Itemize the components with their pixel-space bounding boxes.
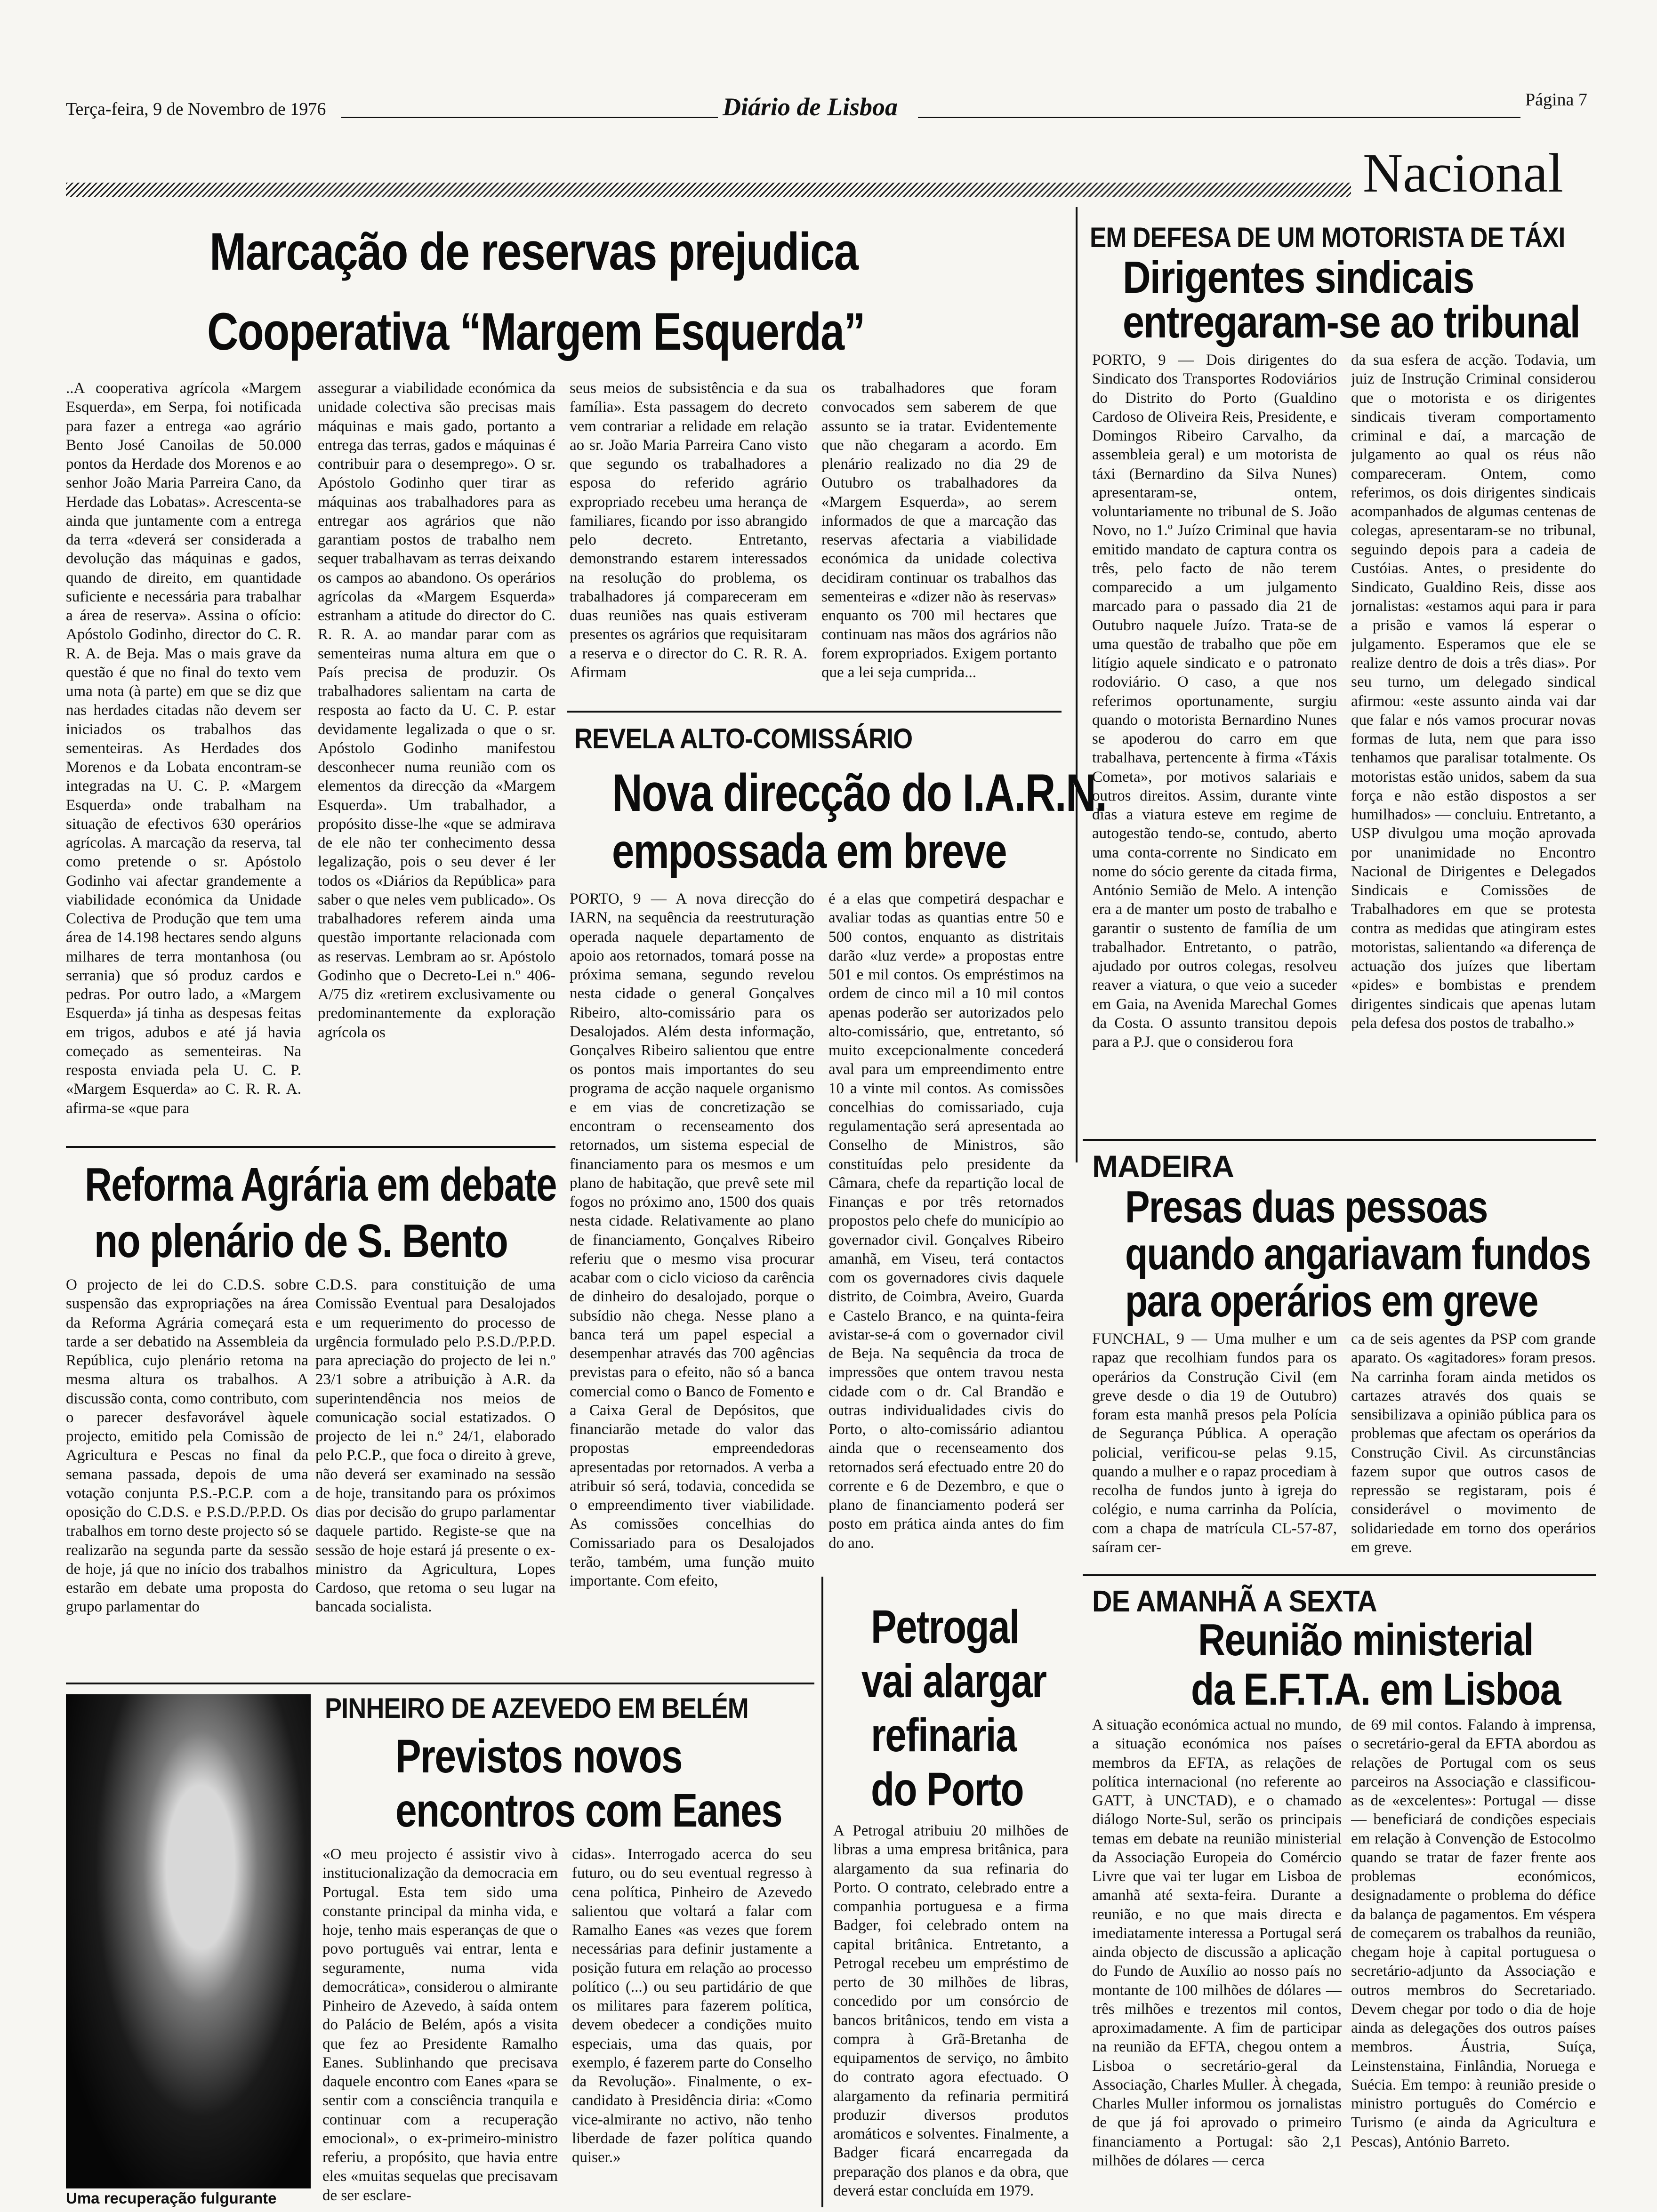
article-reforma-headline-2: no plenário de S. Bento — [94, 1215, 508, 1267]
article-reforma-col-2: C.D.S. para constituição de uma Comissão Eventual para Desalojados e um requerimento do processo de urgência formulado pelo P.S.D./P.P.D. para apreciação do projecto de lei n.º 23/1 sobre a atribuição à A.R. da superintendência nos meios de comunicação social estatizados. O projecto de lei n.º 24/1, elaborado pelo P.C.P., que foca o direito à greve, não deverá ser examinado na sessão de hoje, transitando para os próximos dias por decisão do grupo parlamentar daquele partido. Registe-se que na sessão de hoje estará já presente o ex-ministro da Agricultura, Lopes Cardoso, que retoma o seu lugar na bancada socialista. — [315, 1276, 555, 1616]
article-iarn-headline-2: empossada em breve — [612, 824, 1006, 879]
section-hatch-band — [66, 183, 1351, 197]
article-margem-col-1: ..A cooperativa agrícola «Margem Esquerda», em Serpa, foi notificada para fazer a entrega «ao agrário Bento José Canoilas de 50.000 pontos da Herdade dos Morenos e ao senhor João Maria Parreira Cano, da Herdade das Lobatas». Acrescenta-se ainda que juntamente com a entrega da terra «deverá ser considerada a devolução das máquinas e gados, quando de direito, em quantidade suficiente e necessária para trabalhar a área de reserva». Assina o ofício: Apóstolo Godinho, director do C. R. R. A. de Beja. Mas o mais grave da questão é que no final do texto vem uma nota (à parte) em que se diz que nas herdades citadas não devem ser iniciados os trabalhos das sementeiras. As Herdades dos Morenos e da Lobata encontram-se integradas na U. C. P. «Margem Esquerda» onde trabalham na situação de efectivos 630 operários agrícolas. A marcação da reserva, tal como pretende o sr. Apóstolo Godinho vai afectar grandemente a viabilidade económica da Unidade Colectiva de Produção que tem uma área de 14.198 hectares sendo alguns milhares de terra montanhosa (ou serrania) que só produz cardos e pedras. Por outro lado, a «Margem Esquerda» já tinha as despesas feitas em trigos, adubos e até já havia começado as sementeiras. Na resposta enviada pela U. C. P. «Margem Esquerda» ao C. R. R. A. afirma-se «que para — [66, 380, 301, 1117]
article-iarn-col-2: é a elas que competirá despachar e avaliar todas as quantias entre 50 e 500 contos, enquanto as distritais darão «luz verde» a propostas entre 501 e mil contos. Os empréstimos na ordem de cinco mil a 10 mil contos apenas poderão ser autorizados pelo alto-comissário, que, entretanto, só muito excepcionalmente concederá aval para um empreendimento entre 10 a vinte mil contos. As comissões concelhias do comissariado, cuja regulamentação será apresentada ao Conselho de Ministros, são constituídas pelo presidente da Câmara, chefe da repartição local de Finanças e por três retornados propostos pelo chefe do município ao governador civil. Gonçalves Ribeiro amanhã, em Viseu, terá contactos com os governadores civis daquele distrito, de Coimbra, Aveiro, Guarda e Castelo Branco, e na quinta-feira avistar-se-á com o governador civil de Beja. Na sequência da troca de impressões que ontem travou nesta cidade com o dr. Cal Brandão e outras individualidades civis do Porto, o alto-comissário adiantou ainda que o recenseamento dos retornados será efectuado entre 20 do corrente e 6 de Dezembro, e que o plano de financiamento poderá ser posto em prática ainda antes do fim do ano. — [828, 890, 1064, 1552]
article-efta-col-2: de 69 mil contos. Falando à imprensa, o secretário-geral da EFTA abordou as relações de Portugal com os seus parceiros na Associação e classificou-as de «excelentes»: Portugal — disse — beneficiará de condições especiais em relação à Convenção de Estocolmo quando se tratar de fazer frente aos problemas económicos, designadamente o problema do défice da balança de pagamentos. Em véspera de começarem os trabalhos da reunião, chegam hoje à capital portuguesa o secretário-adjunto da Associação e outros membros do Secretariado. Devem chegar por todo o dia de hoje ainda as delegações dos outros países membros. Áustria, Suíça, Leinstenstaina, Finlândia, Noruega e Suécia. Em tempo: à reunião preside o ministro português do Comércio e Turismo (e ainda da Agricultura e Pescas), António Barreto. — [1351, 1716, 1596, 2150]
article-taxi-headline-2: entregaram-se ao tribunal — [1123, 297, 1580, 347]
article-taxi-col-2: da sua esfera de acção. Todavia, um juiz de Instrução Criminal considerou que o motorista e os dirigentes sindicais tiveram comportamento criminal e daí, a marcação de julgamento ao qual os réus não compareceram. Ontem, como referimos, os dois dirigentes sindicais acompanhados de algumas centenas de colegas, apresentaram-se no tribunal, seguindo depois para a cadeia de Custóias. Antes, o presidente do Sindicato, Gualdino Reis, disse aos jornalistas: «estamos aqui para ir para a prisão e vamos lá esperar o julgamento. Esperamos que ele se realize dentro de dois a três dias». Por seu turno, um delegado sindical afirmou: «este assunto ainda vai dar que falar e nós vamos procurar novas formas de luta, nem que para isso tenhamos que paralisar totalmente. Os motoristas estão unidos, sabem da sua força e não estão dispostos a ser humilhados» — concluiu. Entretanto, a USP divulgou uma moção aprovada por unanimidade no Encontro Nacional de Dirigentes e Delegados Sindicais e Comissões de Trabalhadores em que se protesta contra as medidas que atingiram estes motoristas, salientando «a diferença de actuação dos juízes que libertam «pides» e bombistas e prendem dirigentes sindicais que apenas lutam pela defesa dos postos de trabalho.» — [1351, 352, 1596, 1032]
article-margem-col-4: os trabalhadores que foram convocados sem saberem de que assunto se ia tratar. Evidentemente que não chegaram a acordo. Em plenário realizado no dia 29 de Outubro os trabalhadores da «Margem Esquerda», ao serem informados de que a marcação das reservas afectaria a viabilidade económica da unidade colectiva decidiram continuar os trabalhos das sementeiras e «dizer não às reservas» enquanto os 700 mil hectares que continuam nas mãos dos agrários não forem expropriados. Exigem portanto que a lei seja cumprida... — [821, 380, 1057, 681]
article-madeira-kicker: MADEIRA — [1092, 1149, 1234, 1184]
article-efta-col-1: A situação económica actual no mundo, a situação económica nos países membros da EFTA, as relações de política internacional (no referente ao GATT, à UNCTAD), e o chamado diálogo Norte-Sul, serão os principais temas em debate na reunião ministerial da Associação Europeia do Comércio Livre que vai ter lugar em Lisboa de amanhã até sexta-feira. Durante a reunião, e no que mais directa e imediatamente interessa a Portugal será ainda objecto de discussão a aplicação do Fundo de Auxílio ao nosso país no montante de 100 milhões de dólares — três milhões e trezentos mil contos, aproximadamente. A fim de participar na reunião da EFTA, chegou ontem a Lisboa o secretário-geral da Associação, Charles Muller. À chegada, Charles Muller informou os jornalistas de que já foi aprovado o primeiro financiamento a Portugal: são 2,1 milhões de dólares — cerca — [1092, 1716, 1342, 2169]
divider-madeira-top — [1083, 1139, 1596, 1141]
divider-iarn-top — [567, 711, 1062, 713]
header-rule-left — [341, 117, 718, 118]
article-madeira-col-1: FUNCHAL, 9 — Uma mulher e um rapaz que recolhiam fundos para os operários da Construção Civil (em greve desde o dia 19 de Outubro) foram esta manhã presos pela Polícia de Segurança Pública. A operação policial, verificou-se pelas 9.15, quando a mulher e o rapaz procediam à recolha de fundos junto à igreja do colégio, e numa carrinha da Polícia, com a chapa de matrícula CL-57-87, saíram cer- — [1092, 1330, 1337, 1556]
article-iarn-kicker: REVELA ALTO-COMISSÁRIO — [574, 723, 913, 754]
article-iarn-col-1: PORTO, 9 — A nova direcção do IARN, na sequência da reestruturação operada naquele departamento de apoio aos retornados, tomará posse na próxima semana, segundo revelou nesta cidade o general Gonçalves Ribeiro, alto-comissário para os Desalojados. Além desta informação, Gonçalves Ribeiro salientou que entre os pontos mais importantes do seu programa de acção naquele organismo e em vias de concretização se encontram o recenseamento dos retornados, um sistema especial de financiamento para os mesmos e um plano de habitação, que prevê sete mil fogos no próximo ano, 1500 dos quais nesta cidade. Relativamente ao plano de financiamento, Gonçalves Ribeiro referiu que o mesmo visa procurar acabar com o ciclo vicioso da carência de dinheiro do desalojado, porque o subsídio não chega. Nesse plano a banca terá um papel especial a desempenhar através das 700 agências previstas para o efeito, não só a banca comercial como o Banco de Fomento e a Caixa Geral de Depósitos, que financiarão metade do valor das propostas empreendedoras apresentadas por retornados. A verba a atribuir só será, todavia, concedida se o empreendimento tiver viabilidade. As comissões concelhias do Comissariado para os Desalojados terão, também, uma função muito importante. Com efeito, — [570, 890, 814, 1589]
section-title: Nacional — [1363, 142, 1563, 204]
article-petrogal-headline-2: vai alargar — [861, 1655, 1046, 1707]
masthead: Diário de Lisboa — [723, 93, 898, 121]
article-taxi-col-1: PORTO, 9 — Dois dirigentes do Sindicato dos Transportes Rodoviários do Distrito do Porto (Gualdino Cardoso de Oliveira Reis, Presidente, e Domingos Ribeiro Carvalho, da assembleia geral) e um motorista de táxi (Bernardino da Silva Nunes) apresentaram-se, ontem, voluntariamente no tribunal de S. João Novo, no 1.º Juízo Criminal que havia emitido mandato de captura contra os três, pelo facto de não terem comparecido a um julgamento marcado para o passado dia 21 de Outubro naquele Juízo. Trata-se de uma questão de trabalho que põe em litígio aquele sindicato e o patronato rodoviário. O caso, a que nos referimos oportunamente, surgiu quando o motorista Bernardino Nunes se apoderou do carro em que trabalhava, pertencente à firma «Táxis Cometa», por motivos salariais e outros direitos. Assim, durante vinte dias a viatura esteve em regime de autogestão tendo-se, contudo, aberto uma conta-corrente no Sindicato em nome do sócio gerente da citada firma, António Semião de Melo. A intenção era a de manter um posto de trabalho e garantir o sustento de família de um trabalhador. Entretanto, o patrão, ajudado por outros colegas, resolveu reaver a viatura, o que veio a suceder em Gaia, na Avenida Marechal Gomes da Costa. O assunto transitou depois para a P.J. que o considerou fora — [1092, 352, 1337, 1050]
article-reforma-col-1: O projecto de lei do C.D.S. sobre suspensão das expropriações na área da Reforma Agrária começará esta tarde a ser debatido na Assembleia da República, cujo plenário retoma na mesma altura os trabalhos. A discussão conta, como contributo, com o parecer desfavorável àquele projecto, emitido pela Comissão de Agricultura e Pescas no final da semana passada, depois de uma votação conjunta P.S.-P.C.P. com a oposição do C.D.S. e P.S.D./P.P.D. Os trabalhos em torno deste projecto só se realizarão na segunda parte da sessão de hoje, já que no início dos trabalhos estarão em debate uma proposta do grupo parlamentar do — [66, 1276, 308, 1616]
article-efta-headline-1: Reunião ministerial — [1198, 1615, 1533, 1665]
article-margem-col-3: seus meios de subsistência e da sua família». Esta passagem do decreto vem contrariar a relidade em relação ao sr. João Maria Parreira Cano visto que segundo os trabalhadores a esposa do referido agrário expropriado recebeu uma herança de familiares, ficando por isso abrangido pelo decreto. Entretanto, demonstrando estarem interessados na resolução do problema, os trabalhadores já compareceram em duas reuniões nas quais estiveram presentes os agrários que requisitaram a reserva e o director do C. R. R. A. Afirmam — [570, 380, 807, 681]
article-taxi-headline-1: Dirigentes sindicais — [1123, 252, 1474, 303]
divider-reforma-top — [66, 1146, 555, 1148]
article-eanes-headline-2: encontros com Eanes — [395, 1784, 782, 1837]
article-madeira-col-2: ca de seis agentes da PSP com grande aparato. Os «agitadores» foram presos. Na carrinha foram ainda metidos os cartazes através dos quais se sensibilizava a opinião pública para os problemas que afectam os operários da Construção Civil. As circunstâncias fazem supor que outros casos de repressão se registaram, pois é considerável o movimento de solidariedade em torno dos operários em greve. — [1351, 1330, 1596, 1556]
article-madeira-headline-2: quando angariavam fundos — [1125, 1229, 1591, 1279]
page-number: Página 7 — [1525, 90, 1587, 110]
divider-efta-top — [1083, 1574, 1596, 1576]
article-reforma-headline-1: Reforma Agrária em debate — [85, 1158, 556, 1211]
header-rule-right — [918, 117, 1520, 118]
article-eanes-col-2: cidas». Interrogado acerca do seu futuro, ou do seu eventual regresso à cena política, Pinheiro de Azevedo salientou que voltará a falar com Ramalho Eanes «as vezes que forem necessárias para definir justamente a posição futura em relação ao processo político (...) ou seu partidário de que os militares para fazerem política, devem obedecer a condições muito especiais, uma das quais, por exemplo, é fazerem parte do Conselho da Revolução». Finalmente, o ex-candidato à Presidência diria: «Como vice-almirante no activo, não tenho liberdade de fazer política quando quiser.» — [572, 1846, 812, 2166]
divider-eanes-top — [66, 1683, 814, 1684]
article-petrogal-headline-3: refinaria — [871, 1709, 1016, 1762]
article-efta-kicker: DE AMANHÃ A SEXTA — [1092, 1584, 1377, 1618]
article-iarn-headline-1: Nova direcção do I.A.R.N. — [612, 763, 1107, 822]
article-petrogal-headline-1: Petrogal — [871, 1601, 1019, 1653]
article-margem-col-2: assegurar a viabilidade económica da unidade colectiva são precisas mais máquinas e mais gado, portanto a entrega das terras, gados e máquinas é contribuir para o desemprego». O sr. Apóstolo Godinho quer tirar as máquinas aos trabalhadores para as entregar aos agrários que não garantiam postos de trabalho nem sequer trabalhavam as terras deixando os campos ao abandono. Os operários agrícolas da «Margem Esquerda» estranham a atitude do director do C. R. R. A. ao mandar parar com as sementeiras numa altura em que o País precisa de produzir. Os trabalhadores salientam na carta de resposta ao facto da U. C. P. estar devidamente legalizada o que o sr. Apóstolo Godinho manifestou desconhecer numa reunião com os elementos da direcção da «Margem Esquerda». Um trabalhador, a propósito disse-lhe «que se admirava de ele não ter conhecimento dessa legalização, pois o seu dever é ler todos os «Diários da República» para saber o que neles vem publicado». Os trabalhadores referem ainda uma questão importante relacionada com as reservas. Lembram ao sr. Apóstolo Godinho que o Decreto-Lei n.º 406-A/75 diz «retirem exclusivamente ou predominantemente da exploração agrícola os — [318, 380, 555, 1041]
article-eanes-headline-1: Previstos novos — [395, 1730, 682, 1783]
article-petrogal-headline-4: do Porto — [871, 1763, 1023, 1816]
pinheiro-azevedo-photo — [66, 1694, 311, 2188]
article-madeira-headline-3: para operários em greve — [1125, 1276, 1538, 1326]
issue-date: Terça-feira, 9 de Novembro de 1976 — [66, 99, 326, 119]
petrogal-left-rule — [821, 1577, 823, 2207]
right-column-rule — [1076, 207, 1078, 1162]
article-madeira-headline-1: Presas duas pessoas — [1125, 1182, 1488, 1232]
article-efta-headline-2: da E.F.T.A. em Lisboa — [1191, 1664, 1560, 1715]
article-eanes-col-1: «O meu projecto é assistir vivo à institucionalização da democracia em Portugal. Esta tem sido uma constante principal da minha vida, e hoje, tenho mais esperanças de que o povo português vai entrar, lenta e seguramente, numa vida democrática», considerou o almirante Pinheiro de Azevedo, à saída ontem do Palácio de Belém, após a visita que fez ao Presidente Ramalho Eanes. Sublinhando que precisava daquele encontro com Eanes «para se sentir com a consciência tranquila e continuar com a recuperação emocional», o ex-primeiro-ministro referiu, a propósito, que havia entre eles «muitas sequelas que precisavam de ser esclare- — [322, 1846, 558, 2204]
article-eanes-kicker: PINHEIRO DE AZEVEDO EM BELÉM — [325, 1692, 748, 1724]
article-petrogal-col-1: A Petrogal atribuiu 20 milhões de libras a uma empresa britânica, para alargamento da sua refinaria do Porto. O contrato, celebrado entre a companhia portuguesa e a firma Badger, foi celebrado ontem na capital britânica. Entretanto, a Petrogal recebeu um empréstimo de perto de 30 milhões de libras, concedido por um consórcio de bancos britânicos, tendo em vista a compra à Grã-Bretanha de equipamentos de serviço, no âmbito do contrato agora efectuado. O alargamento da refinaria permitirá produzir diversos produtos aromáticos e solventes. Finalmente, a Badger ficará encarregada da preparação dos planos e da obra, que deverá estar concluída em 1979. — [833, 1822, 1069, 2199]
article-taxi-kicker: EM DEFESA DE UM MOTORISTA DE TÁXI — [1090, 222, 1565, 253]
article-margem-headline-1: Marcação de reservas prejudica — [209, 222, 858, 281]
photo-caption: Uma recuperação fulgurante — [66, 2189, 277, 2207]
article-margem-headline-2: Cooperativa “Margem Esquerda” — [207, 302, 865, 361]
